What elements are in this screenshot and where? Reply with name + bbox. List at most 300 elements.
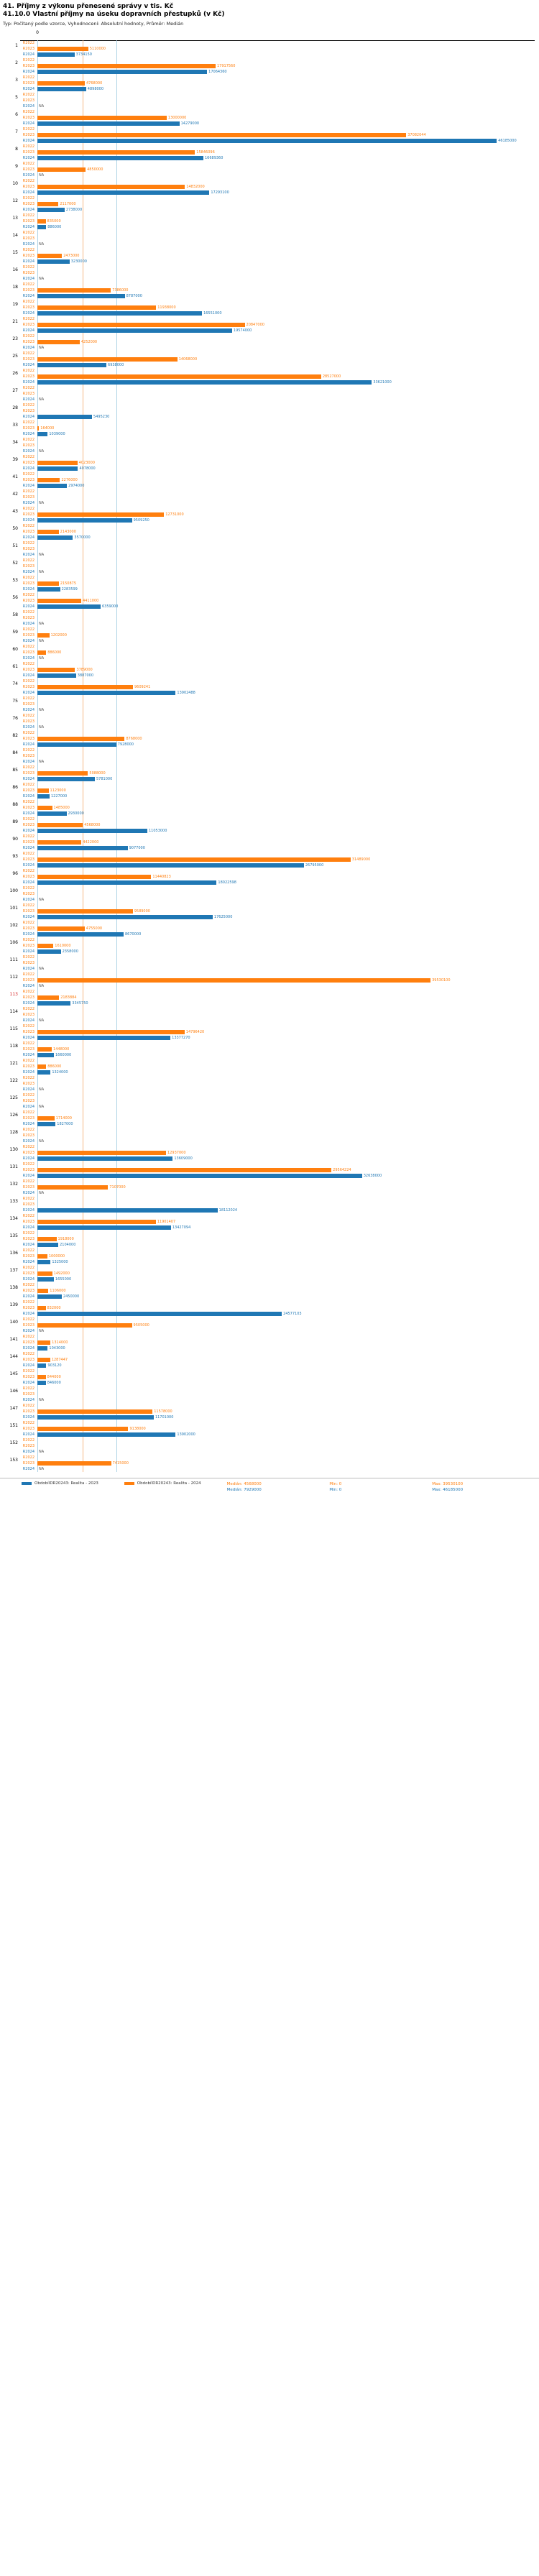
bar-row[interactable]	[20, 1092, 539, 1098]
bar-row[interactable]	[20, 1000, 539, 1006]
bar-row[interactable]	[20, 1276, 539, 1282]
bar-row[interactable]	[20, 1311, 539, 1317]
bar-row[interactable]	[20, 1374, 539, 1380]
bar[interactable]	[37, 823, 83, 827]
bar-row[interactable]	[20, 615, 539, 621]
bar[interactable]	[37, 190, 209, 195]
bar-row[interactable]	[20, 397, 539, 402]
bar-row[interactable]	[20, 799, 539, 805]
bar[interactable]	[37, 208, 65, 212]
bar-row[interactable]	[20, 1024, 539, 1029]
bar-row[interactable]	[20, 678, 539, 684]
bar-row[interactable]	[20, 920, 539, 926]
bar-row[interactable]	[20, 667, 539, 673]
bar-row[interactable]	[20, 696, 539, 702]
bar-row[interactable]	[20, 794, 539, 799]
bar-row[interactable]	[20, 328, 539, 334]
bar-row[interactable]	[20, 857, 539, 862]
bar-row[interactable]	[20, 805, 539, 811]
bar[interactable]	[37, 1415, 154, 1420]
bar-row[interactable]	[20, 1173, 539, 1179]
bar-row[interactable]	[20, 656, 539, 661]
bar[interactable]	[37, 1323, 132, 1328]
bar-row[interactable]	[20, 40, 539, 46]
bar-row[interactable]	[20, 851, 539, 857]
bar-row[interactable]	[20, 391, 539, 397]
bar-row[interactable]	[20, 604, 539, 610]
bar-row[interactable]	[20, 529, 539, 535]
bar-row[interactable]	[20, 1144, 539, 1150]
bar[interactable]	[37, 909, 133, 914]
bar[interactable]	[37, 1243, 58, 1247]
bar-row[interactable]	[20, 236, 539, 242]
bar-row[interactable]	[20, 632, 539, 638]
bar-row[interactable]	[20, 535, 539, 540]
bar-row[interactable]	[20, 1386, 539, 1392]
bar[interactable]	[37, 1036, 170, 1040]
bar-row[interactable]	[20, 1294, 539, 1300]
bar[interactable]	[37, 1375, 46, 1379]
bar-row[interactable]	[20, 897, 539, 903]
bar-row[interactable]	[20, 1041, 539, 1046]
bar-row[interactable]	[20, 1219, 539, 1225]
bar-row[interactable]	[20, 448, 539, 454]
bar[interactable]	[37, 685, 133, 689]
bar-row[interactable]	[20, 1018, 539, 1024]
bar-row[interactable]	[20, 1317, 539, 1322]
bar[interactable]	[37, 880, 216, 885]
bar-row[interactable]	[20, 650, 539, 656]
bar-row[interactable]	[20, 1409, 539, 1414]
bar-row[interactable]	[20, 98, 539, 104]
bar[interactable]	[37, 863, 304, 868]
bar-row[interactable]	[20, 402, 539, 408]
bar-row[interactable]	[20, 1426, 539, 1432]
bar-row[interactable]	[20, 115, 539, 121]
bar-row[interactable]	[20, 1046, 539, 1052]
bar-row[interactable]	[20, 282, 539, 288]
bar[interactable]	[37, 512, 164, 517]
bar-row[interactable]	[20, 167, 539, 172]
bar[interactable]	[37, 363, 106, 367]
bar[interactable]	[37, 461, 78, 465]
bar-row[interactable]	[20, 178, 539, 184]
bar-row[interactable]	[20, 926, 539, 932]
bar-row[interactable]	[20, 586, 539, 592]
bar-row[interactable]	[20, 1271, 539, 1276]
bar-row[interactable]	[20, 782, 539, 788]
bar-row[interactable]	[20, 914, 539, 920]
bar-row[interactable]	[20, 684, 539, 690]
bar[interactable]	[37, 259, 70, 264]
bar[interactable]	[37, 604, 101, 609]
bar-row[interactable]	[20, 75, 539, 80]
bar-row[interactable]	[20, 190, 539, 196]
bar[interactable]	[37, 466, 78, 471]
bar[interactable]	[37, 1363, 46, 1368]
bar-row[interactable]	[20, 80, 539, 86]
bar-row[interactable]	[20, 575, 539, 581]
bar-row[interactable]	[20, 1403, 539, 1409]
bar[interactable]	[37, 311, 202, 316]
bar-row[interactable]	[20, 1012, 539, 1018]
bar-row[interactable]	[20, 1058, 539, 1064]
bar[interactable]	[37, 1271, 52, 1276]
bar-row[interactable]	[20, 753, 539, 759]
bar-row[interactable]	[20, 1133, 539, 1138]
bar-row[interactable]	[20, 109, 539, 115]
bar-row[interactable]	[20, 293, 539, 299]
bar-row[interactable]	[20, 380, 539, 385]
bar[interactable]	[37, 1427, 128, 1431]
bar-row[interactable]	[20, 1340, 539, 1346]
bar[interactable]	[37, 1237, 57, 1241]
bar[interactable]	[37, 587, 60, 592]
bar-row[interactable]	[20, 960, 539, 966]
bar-row[interactable]	[20, 1150, 539, 1156]
bar-row[interactable]	[20, 1248, 539, 1254]
bar-row[interactable]	[20, 610, 539, 615]
bar-row[interactable]	[20, 581, 539, 586]
bar-row[interactable]	[20, 270, 539, 276]
bar[interactable]	[37, 673, 76, 678]
bar-row[interactable]	[20, 512, 539, 518]
bar-row[interactable]	[20, 1202, 539, 1208]
bar-row[interactable]	[20, 92, 539, 98]
bar-row[interactable]	[20, 1300, 539, 1305]
bar-row[interactable]	[20, 196, 539, 201]
bar-row[interactable]	[20, 834, 539, 840]
bar-row[interactable]	[20, 1098, 539, 1104]
bar-row[interactable]	[20, 707, 539, 713]
bar[interactable]	[37, 633, 50, 638]
bar[interactable]	[37, 742, 116, 747]
bar-row[interactable]	[20, 230, 539, 236]
bar-row[interactable]	[20, 937, 539, 943]
bar-row[interactable]	[20, 1449, 539, 1455]
bar[interactable]	[37, 1254, 47, 1259]
bar-row[interactable]	[20, 351, 539, 356]
bar-row[interactable]	[20, 989, 539, 995]
bar-row[interactable]	[20, 339, 539, 345]
bar-row[interactable]	[20, 477, 539, 483]
bar[interactable]	[37, 1289, 48, 1293]
bar-row[interactable]	[20, 1236, 539, 1242]
bar-row[interactable]	[20, 374, 539, 380]
bar[interactable]	[37, 202, 58, 206]
bar[interactable]	[37, 1260, 50, 1264]
bar[interactable]	[37, 1030, 185, 1034]
bar-row[interactable]	[20, 1363, 539, 1368]
bar-row[interactable]	[20, 489, 539, 494]
bar-row[interactable]	[20, 816, 539, 822]
bar-row[interactable]	[20, 483, 539, 489]
bar[interactable]	[37, 1340, 50, 1345]
bar-row[interactable]	[20, 1156, 539, 1162]
bar-row[interactable]	[20, 1346, 539, 1351]
bar-row[interactable]	[20, 259, 539, 264]
bar-row[interactable]	[20, 719, 539, 724]
bar-row[interactable]	[20, 408, 539, 414]
bar-row[interactable]	[20, 845, 539, 851]
bar-row[interactable]	[20, 822, 539, 828]
bar-row[interactable]	[20, 104, 539, 109]
bar[interactable]	[37, 254, 62, 258]
bar[interactable]	[37, 64, 216, 68]
bar-row[interactable]	[20, 1138, 539, 1144]
bar[interactable]	[37, 995, 59, 1000]
bar-row[interactable]	[20, 828, 539, 834]
bar[interactable]	[37, 219, 46, 224]
bar[interactable]	[37, 81, 85, 86]
bar-row[interactable]	[20, 276, 539, 282]
bar-row[interactable]	[20, 1328, 539, 1334]
bar-row[interactable]	[20, 1110, 539, 1116]
bar-row[interactable]	[20, 1064, 539, 1070]
bar-row[interactable]	[20, 460, 539, 466]
bar-row[interactable]	[20, 1455, 539, 1460]
bar[interactable]	[37, 1294, 62, 1299]
bar-row[interactable]	[20, 523, 539, 529]
bar[interactable]	[37, 1116, 55, 1121]
bar[interactable]	[37, 1122, 55, 1126]
bar-row[interactable]	[20, 702, 539, 707]
bar-row[interactable]	[20, 1259, 539, 1265]
bar-row[interactable]	[20, 724, 539, 730]
bar-row[interactable]	[20, 903, 539, 908]
bar-row[interactable]	[20, 345, 539, 351]
bar[interactable]	[37, 185, 185, 189]
bar-row[interactable]	[20, 943, 539, 949]
bar-row[interactable]	[20, 1432, 539, 1438]
bar-row[interactable]	[20, 949, 539, 954]
bar[interactable]	[37, 1168, 331, 1172]
bar[interactable]	[37, 581, 59, 586]
bar-row[interactable]	[20, 385, 539, 391]
bar-row[interactable]	[20, 1213, 539, 1219]
bar-row[interactable]	[20, 954, 539, 960]
bar-row[interactable]	[20, 770, 539, 776]
bar-row[interactable]	[20, 1357, 539, 1363]
bar-row[interactable]	[20, 673, 539, 678]
bar-row[interactable]	[20, 454, 539, 460]
bar-row[interactable]	[20, 121, 539, 126]
bar-row[interactable]	[20, 1282, 539, 1288]
bar-row[interactable]	[20, 880, 539, 886]
bar-row[interactable]	[20, 494, 539, 500]
bar-row[interactable]	[20, 443, 539, 448]
bar[interactable]	[37, 1312, 282, 1316]
bar[interactable]	[37, 288, 111, 293]
bar-row[interactable]	[20, 972, 539, 978]
bar-row[interactable]	[20, 1035, 539, 1041]
bar[interactable]	[37, 225, 46, 229]
bar[interactable]	[37, 150, 195, 155]
bar[interactable]	[37, 432, 47, 436]
bar-row[interactable]	[20, 218, 539, 224]
bar-row[interactable]	[20, 1438, 539, 1443]
bar-row[interactable]	[20, 811, 539, 816]
bar-row[interactable]	[20, 1460, 539, 1466]
bar-row[interactable]	[20, 1196, 539, 1202]
bar-row[interactable]	[20, 305, 539, 310]
bar[interactable]	[37, 944, 53, 948]
bar-row[interactable]	[20, 1081, 539, 1087]
bar[interactable]	[37, 829, 147, 833]
bar[interactable]	[37, 1047, 52, 1052]
bar-row[interactable]	[20, 1179, 539, 1184]
bar-row[interactable]	[20, 264, 539, 270]
bar-row[interactable]	[20, 1029, 539, 1035]
bar[interactable]	[37, 47, 88, 51]
bar-row[interactable]	[20, 1006, 539, 1012]
bar[interactable]	[37, 1001, 70, 1006]
bar-row[interactable]	[20, 1334, 539, 1340]
bar-row[interactable]	[20, 1052, 539, 1058]
bar-row[interactable]	[20, 334, 539, 339]
bar-row[interactable]	[20, 765, 539, 770]
bar[interactable]	[37, 915, 213, 919]
bar[interactable]	[37, 1225, 171, 1230]
bar[interactable]	[37, 535, 73, 540]
bar[interactable]	[37, 323, 245, 327]
bar-row[interactable]	[20, 1230, 539, 1236]
bar-row[interactable]	[20, 437, 539, 443]
bar-row[interactable]	[20, 144, 539, 150]
bar-row[interactable]	[20, 356, 539, 362]
bar-row[interactable]	[20, 661, 539, 667]
bar[interactable]	[37, 811, 67, 816]
bar[interactable]	[37, 426, 39, 431]
bar[interactable]	[37, 737, 124, 741]
bar-row[interactable]	[20, 1466, 539, 1472]
bar-row[interactable]	[20, 299, 539, 305]
bar-row[interactable]	[20, 1162, 539, 1167]
bar-row[interactable]	[20, 500, 539, 506]
bar[interactable]	[37, 846, 128, 850]
bar-row[interactable]	[20, 978, 539, 983]
bar[interactable]	[37, 167, 86, 172]
bar-row[interactable]	[20, 690, 539, 696]
bar[interactable]	[37, 978, 430, 983]
bar-row[interactable]	[20, 52, 539, 58]
bar-row[interactable]	[20, 552, 539, 558]
bar-row[interactable]	[20, 316, 539, 322]
bar[interactable]	[37, 1358, 50, 1362]
bar-row[interactable]	[20, 1242, 539, 1248]
bar-row[interactable]	[20, 1167, 539, 1173]
bar[interactable]	[37, 374, 321, 379]
legend-key-2024[interactable]	[124, 1481, 227, 1486]
bar-row[interactable]	[20, 1443, 539, 1449]
bar-row[interactable]	[20, 207, 539, 213]
bar-row[interactable]	[20, 1104, 539, 1110]
bar-row[interactable]	[20, 161, 539, 167]
bar-row[interactable]	[20, 742, 539, 748]
bar-row[interactable]	[20, 253, 539, 259]
bar[interactable]	[37, 806, 52, 810]
bar[interactable]	[37, 70, 207, 74]
bar-row[interactable]	[20, 242, 539, 247]
bar-row[interactable]	[20, 995, 539, 1000]
bar-row[interactable]	[20, 1208, 539, 1213]
bar-row[interactable]	[20, 1414, 539, 1420]
bar[interactable]	[37, 116, 167, 120]
bar-row[interactable]	[20, 368, 539, 374]
bar[interactable]	[37, 857, 351, 862]
bar-row[interactable]	[20, 1121, 539, 1127]
bar[interactable]	[37, 1185, 108, 1190]
bar-row[interactable]	[20, 592, 539, 598]
bar-row[interactable]	[20, 1288, 539, 1294]
bar-row[interactable]	[20, 862, 539, 868]
bar-row[interactable]	[20, 414, 539, 420]
bar-row[interactable]	[20, 46, 539, 52]
bar[interactable]	[37, 1053, 54, 1057]
bar[interactable]	[37, 1220, 156, 1224]
bar-row[interactable]	[20, 564, 539, 569]
bar-row[interactable]	[20, 748, 539, 753]
bar[interactable]	[37, 156, 203, 160]
bar-row[interactable]	[20, 621, 539, 627]
bar-row[interactable]	[20, 1184, 539, 1190]
bar-row[interactable]	[20, 730, 539, 736]
bar-row[interactable]	[20, 874, 539, 880]
bar[interactable]	[37, 478, 60, 482]
bar[interactable]	[37, 1277, 54, 1282]
bar[interactable]	[37, 840, 81, 845]
bar[interactable]	[37, 380, 372, 385]
bar[interactable]	[37, 1461, 111, 1466]
bar-row[interactable]	[20, 1116, 539, 1121]
bar[interactable]	[37, 932, 124, 937]
bar-row[interactable]	[20, 891, 539, 897]
bar-row[interactable]	[20, 431, 539, 437]
bar-row[interactable]	[20, 908, 539, 914]
bar-row[interactable]	[20, 362, 539, 368]
bar-row[interactable]	[20, 86, 539, 92]
bar-row[interactable]	[20, 1420, 539, 1426]
bar-row[interactable]	[20, 247, 539, 253]
bar-row[interactable]	[20, 776, 539, 782]
bar[interactable]	[37, 794, 50, 799]
bar-row[interactable]	[20, 224, 539, 230]
bar-row[interactable]	[20, 569, 539, 575]
bar-row[interactable]	[20, 713, 539, 719]
bar-row[interactable]	[20, 627, 539, 632]
bar-row[interactable]	[20, 1225, 539, 1230]
bar-row[interactable]	[20, 1190, 539, 1196]
bar-row[interactable]	[20, 466, 539, 472]
bar[interactable]	[37, 788, 49, 793]
bar-row[interactable]	[20, 126, 539, 132]
bar-row[interactable]	[20, 1380, 539, 1386]
bar-row[interactable]	[20, 886, 539, 891]
bar-row[interactable]	[20, 1397, 539, 1403]
bar-row[interactable]	[20, 558, 539, 564]
bar[interactable]	[37, 340, 80, 344]
bar-row[interactable]	[20, 788, 539, 794]
bar[interactable]	[37, 1151, 166, 1155]
bar[interactable]	[37, 875, 151, 879]
bar-row[interactable]	[20, 1070, 539, 1075]
bar-row[interactable]	[20, 1254, 539, 1259]
bar[interactable]	[37, 949, 61, 954]
bar-row[interactable]	[20, 420, 539, 426]
bar-row[interactable]	[20, 213, 539, 218]
bar-row[interactable]	[20, 310, 539, 316]
bar[interactable]	[37, 668, 75, 672]
